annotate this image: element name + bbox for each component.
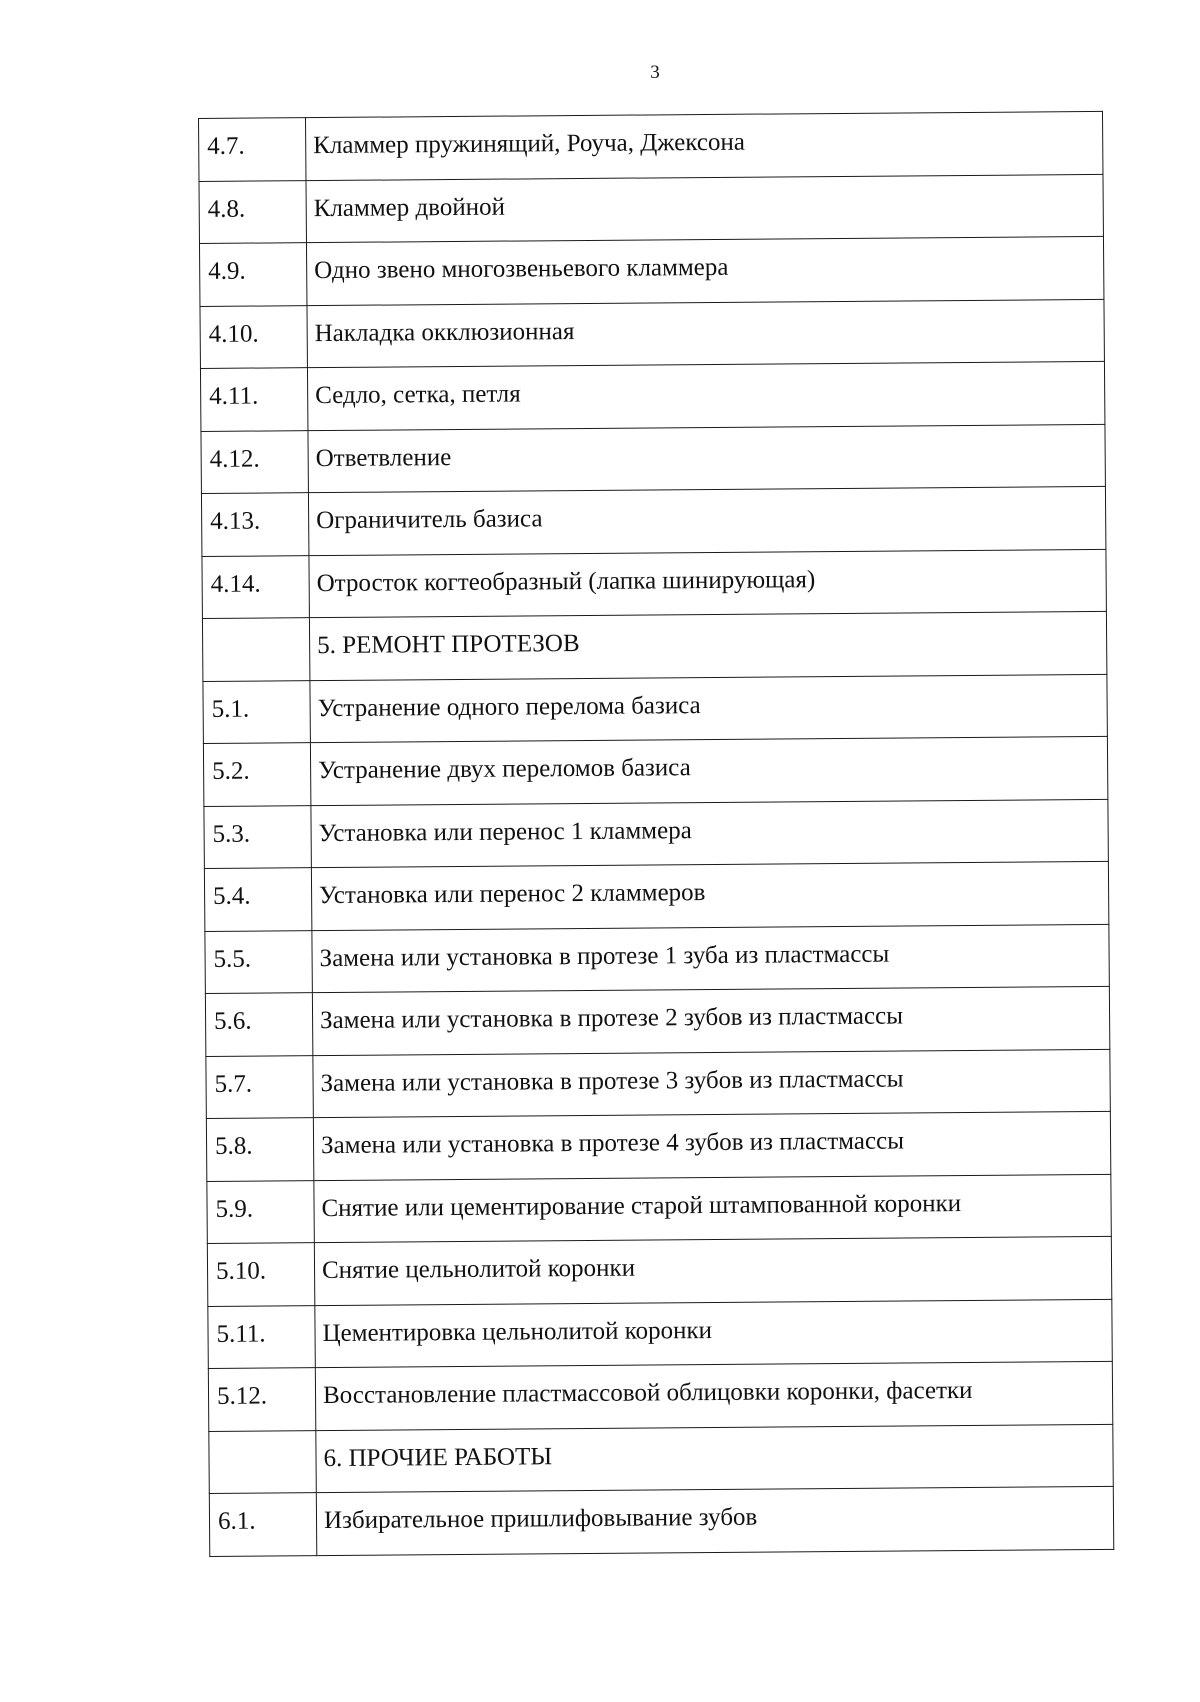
service-name-cell	[316, 1486, 1113, 1555]
service-name: Устранение двух переломов базиса	[318, 754, 691, 785]
service-name-cell	[315, 1299, 1112, 1368]
row-number: 4.9.	[208, 257, 246, 286]
row-number: 4.12.	[209, 445, 260, 473]
table-row	[208, 1299, 1112, 1369]
row-number: 4.11.	[209, 382, 259, 411]
table-row	[208, 1361, 1112, 1431]
service-name-cell	[311, 861, 1108, 930]
service-name-cell	[315, 1361, 1112, 1430]
table-row	[205, 924, 1109, 994]
row-number-cell	[203, 680, 310, 743]
row-number-cell	[202, 618, 309, 681]
service-name-cell	[312, 924, 1109, 993]
service-name: Накладка окклюзионная	[314, 317, 575, 347]
service-name: Устранение одного перелома базиса	[317, 691, 701, 722]
row-number-cell	[208, 1368, 315, 1431]
service-name-cell	[313, 1111, 1110, 1180]
row-number-cell	[202, 555, 309, 618]
service-name-cell	[310, 674, 1107, 743]
table-row	[209, 1486, 1113, 1556]
row-number-cell	[206, 1118, 313, 1181]
table-row	[200, 299, 1104, 369]
service-name-cell	[312, 986, 1109, 1055]
table-row	[201, 486, 1105, 556]
row-number: 5.11.	[216, 1320, 266, 1348]
service-name: Отросток когтеобразный (лапка шинирующая)	[316, 565, 816, 597]
row-number-cell	[200, 368, 307, 431]
row-number: 5.2.	[212, 757, 250, 786]
service-name-cell	[314, 1236, 1111, 1305]
row-number: 5.6.	[213, 1007, 252, 1036]
row-number-cell	[209, 1493, 316, 1556]
section-title: 5. РЕМОНТ ПРОТЕЗОВ	[317, 630, 580, 660]
service-name-cell	[306, 174, 1103, 243]
row-number: 5.10.	[215, 1257, 267, 1286]
table-row	[207, 1236, 1111, 1306]
row-number: 5.7.	[214, 1070, 253, 1098]
table-row	[204, 799, 1108, 869]
service-name-cell	[309, 549, 1106, 618]
service-name-cell	[313, 1049, 1110, 1118]
section-title-cell	[309, 611, 1106, 680]
table-row	[202, 549, 1106, 619]
row-number: 4.14.	[210, 570, 261, 598]
row-number-cell	[204, 805, 311, 868]
services-table	[198, 111, 1114, 1557]
row-number-cell	[207, 1180, 314, 1243]
row-number-cell	[205, 930, 312, 993]
service-name: Замена или установка в протезе 2 зубов из пластмассы	[319, 1002, 904, 1035]
row-number-cell	[201, 493, 308, 556]
row-number: 5.3.	[212, 820, 251, 848]
service-name: Цементировка цельнолитой коронки	[322, 1316, 713, 1347]
table-row	[199, 236, 1103, 306]
row-number-cell	[199, 118, 306, 181]
service-name: Одно звено многозвеньевого кламмера	[314, 254, 729, 285]
row-number-cell	[200, 305, 307, 368]
service-name: Снятие цельнолитой коронки	[321, 1254, 636, 1285]
table-row	[206, 1049, 1110, 1119]
services-table-container	[198, 111, 1114, 1557]
service-name: Замена или установка в протезе 4 зубов из пластмассы	[320, 1127, 905, 1160]
row-number: 5.12.	[216, 1382, 268, 1411]
service-name-cell	[308, 486, 1105, 555]
row-number: 5.5.	[213, 945, 252, 973]
table-row	[203, 674, 1107, 744]
row-number-cell	[206, 1055, 313, 1118]
service-name: Установка или перенос 2 кламмеров	[319, 879, 706, 910]
service-name: Кламмер двойной	[313, 193, 506, 222]
service-name: Ответвление	[315, 443, 452, 472]
table-row	[207, 1174, 1111, 1244]
row-number: 5.8.	[214, 1132, 253, 1161]
service-name-cell	[306, 111, 1103, 180]
row-number-cell	[201, 430, 308, 493]
service-name: Замена или установка в протезе 3 зубов из пластмассы	[320, 1065, 904, 1097]
service-name-cell	[307, 361, 1104, 430]
table-row	[199, 174, 1103, 244]
row-number: 4.10.	[208, 320, 259, 348]
service-name-cell	[308, 424, 1105, 493]
service-name: Кламмер пружинящий, Роуча, Джексона	[313, 128, 746, 160]
section-title-cell	[316, 1424, 1113, 1493]
row-number-cell	[203, 743, 310, 806]
service-name-cell	[311, 799, 1108, 868]
row-number: 4.7.	[207, 132, 245, 161]
table-row	[200, 361, 1104, 431]
row-number: 4.8.	[207, 195, 246, 223]
row-number: 5.9.	[215, 1195, 254, 1223]
services-table-body	[199, 111, 1114, 1556]
table-row	[199, 111, 1103, 181]
section-header-row	[202, 611, 1106, 681]
service-name: Избирательное пришлифовывание зубов	[323, 1503, 758, 1535]
row-number-cell	[199, 180, 306, 243]
service-name-cell	[307, 299, 1104, 368]
row-number-cell	[208, 1305, 315, 1368]
row-number: 5.1.	[211, 695, 250, 723]
row-number-cell	[209, 1430, 316, 1493]
service-name-cell	[310, 736, 1107, 805]
table-row	[201, 424, 1105, 494]
row-number-cell	[207, 1243, 314, 1306]
table-row	[204, 861, 1108, 931]
service-name: Восстановление пластмассовой облицовки коронки, фасетки	[322, 1377, 973, 1410]
service-name: Седло, сетка, петля	[315, 380, 521, 410]
service-name: Замена или установка в протезе 1 зуба из пластмассы	[319, 940, 890, 972]
row-number-cell	[205, 993, 312, 1056]
row-number: 4.13.	[210, 507, 261, 536]
service-name-cell	[306, 236, 1103, 305]
row-number-cell	[204, 868, 311, 931]
table-row	[206, 1111, 1110, 1181]
service-name: Установка или перенос 1 кламмера	[318, 816, 692, 847]
section-header-row	[209, 1424, 1113, 1494]
page-number: 3	[650, 62, 660, 83]
row-number: 5.4.	[213, 882, 251, 911]
service-name-cell	[314, 1174, 1111, 1243]
row-number: 6.1.	[217, 1507, 256, 1536]
row-number-cell	[199, 243, 306, 306]
service-name: Снятие или цементирование старой штампованной коронки	[321, 1189, 962, 1222]
service-name: Ограничитель базиса	[316, 505, 543, 535]
section-title: 6. ПРОЧИЕ РАБОТЫ	[323, 1443, 553, 1472]
table-row	[203, 736, 1107, 806]
table-row	[205, 986, 1109, 1056]
